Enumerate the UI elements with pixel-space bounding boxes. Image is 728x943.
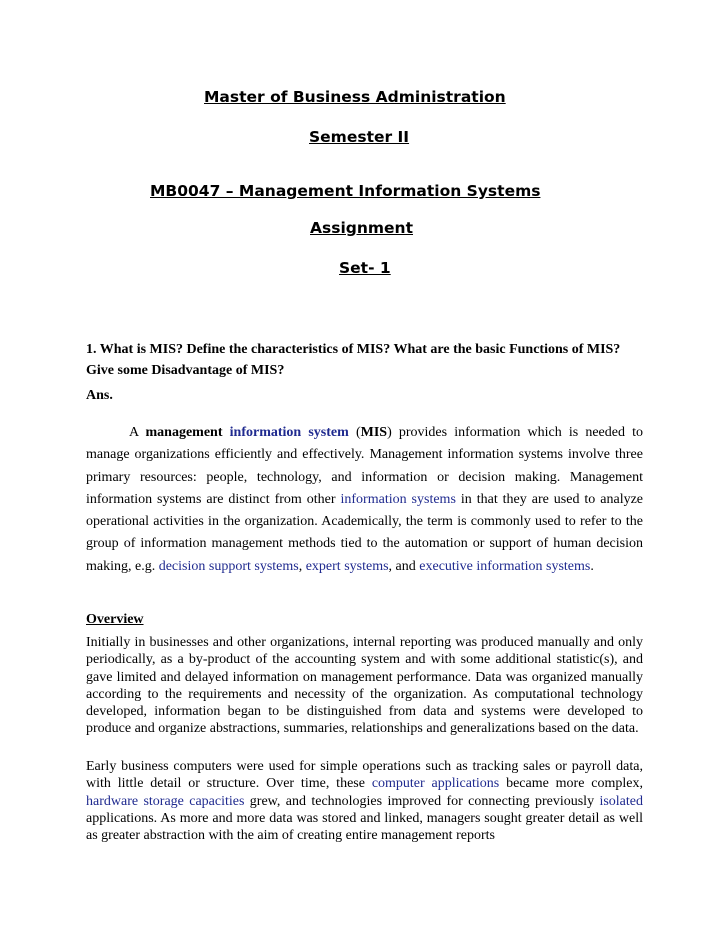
information-systems-link[interactable]: information systems bbox=[340, 491, 456, 507]
course-title: MB0047 – Management Information Systems bbox=[150, 182, 541, 200]
p2-text-4: applications. As more and more data was stored and linked, managers sought greater detail as well as greater abstraction with the aim of creating entire management reports bbox=[86, 810, 643, 844]
set-title: Set- 1 bbox=[339, 259, 391, 277]
question-1: 1. What is MIS? Define the characteristics of MIS? What are the basic Functions of MIS? Give some Disadvantage of MIS? bbox=[86, 342, 621, 378]
answer-label: Ans. bbox=[86, 388, 113, 403]
hardware-storage-capacities-link[interactable]: hardware storage capacities bbox=[86, 793, 245, 809]
term-management: management bbox=[145, 425, 223, 440]
isolated-link[interactable]: isolated bbox=[599, 793, 643, 809]
computer-applications-link[interactable]: computer applications bbox=[371, 776, 500, 792]
text-a: A bbox=[129, 425, 146, 440]
decision-support-systems-link[interactable]: decision support systems bbox=[158, 558, 299, 574]
text-1: ) provides information which is needed to manage organizations efficiently and effectively. Management information systems involve three primary resources: people, technology, and information or decision making. Management information systems are distinct from other bbox=[86, 425, 643, 507]
text-3: , and bbox=[388, 558, 420, 574]
information-system-link[interactable]: information system bbox=[229, 425, 349, 440]
text-comma: , bbox=[298, 558, 306, 574]
semester-title: Semester II bbox=[309, 128, 410, 146]
executive-information-systems-link[interactable]: executive information systems bbox=[419, 558, 591, 574]
text-open-paren: ( bbox=[348, 425, 361, 440]
text-2: in that they are used to analyze operational activities in the organization. Academically, the term is commonly used to refer to the group of information management methods tied to the automation or support of human decision making, e.g. bbox=[86, 491, 644, 574]
p2-text-2: became more complex, bbox=[499, 776, 643, 792]
p2-text-1: Early business computers were used for simple operations such as tracking sales or payroll data, with little detail or structure. Over time, these bbox=[86, 759, 643, 792]
term-mis: MIS bbox=[360, 425, 388, 440]
assignment-title: Assignment bbox=[310, 219, 413, 237]
program-title: Master of Business Administration bbox=[204, 88, 506, 106]
overview-paragraph-2 bbox=[86, 758, 643, 844]
p2-text-3: grew, and technologies improved for connecting previously bbox=[244, 793, 600, 809]
overview-heading: Overview bbox=[86, 612, 144, 627]
text-4: . bbox=[590, 558, 594, 574]
expert-systems-link[interactable]: expert systems bbox=[305, 558, 389, 574]
answer-paragraph bbox=[86, 422, 643, 578]
overview-paragraph-1: Initially in businesses and other organizations, internal reporting was produced manually and only periodically, as a by-product of the accounting system and with some additional statistic(s), and gave limited and delayed information on management performance. Data was organized manually according to the requirements and necessity of the organization. As computational technology developed, information began to be distinguished from data and systems were developed to produce and organize abstractions, summaries, relationships and generalizations based on the data. bbox=[86, 635, 643, 737]
